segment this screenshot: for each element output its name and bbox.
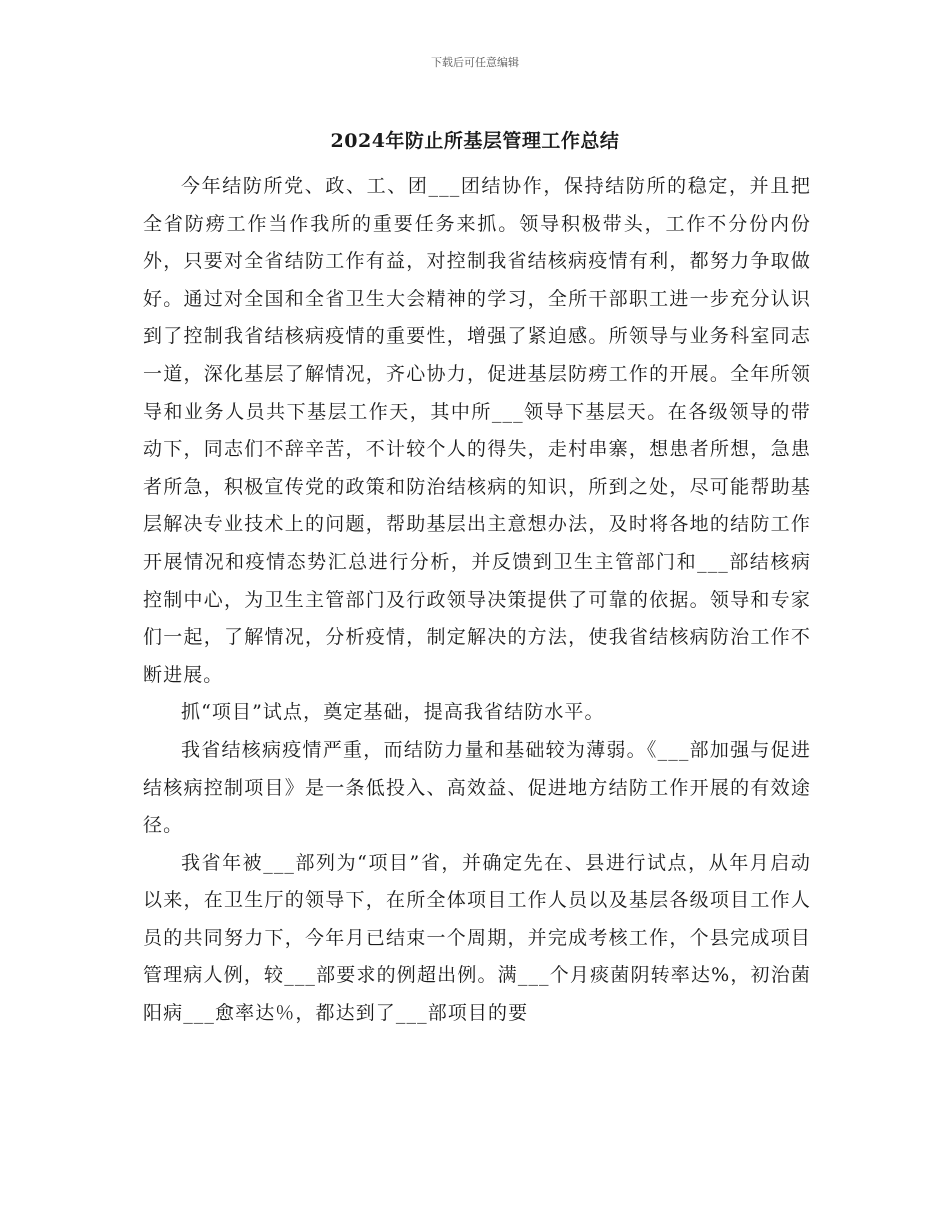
- paragraph-2: 抓“项目”试点，奠定基础，提高我省结防水平。: [181, 701, 605, 724]
- paragraph-3: 我省结核病疫情严重，而结防力量和基础较为薄弱。《___部加强与促进结核病控制项目》是一条低投入、高效益、促进地方结防工作开展的有效途径。: [143, 738, 811, 837]
- paragraph-4: 我省年被___部列为“项目”省，并确定先在、县进行试点，从年月启动以来，在卫生厅的领导下，在所全体项目工作人员以及基层各级项目工作人员的共同努力下，今年月已结束一个周期，并完成考核工作，个县完成项目管理病人例，较___部要求的例超出例。满___个月痰菌阴转率达%，初治菌阳病___愈率达％，都达到了___部项目的要: [143, 851, 811, 1025]
- document-body: [143, 168, 811, 1033]
- document-title: 2024年防止所基层管理工作总结: [330, 130, 620, 152]
- paragraph-1: 今年结防所党、政、工、团___团结协作，保持结防所的稳定，并且把全省防痨工作当作我所的重要任务来抓。领导积极带头，工作不分份内份外，只要对全省结防工作有益，对控制我省结核病疫情有利，都努力争取做好。通过对全国和全省卫生大会精神的学习，全所干部职工进一步充分认识到了控制我省结核病疫情的重要性，增强了紧迫感。所领导与业务科室同志一道，深化基层了解情况，齐心协力，促进基层防痨工作的开展。全年所领导和业务人员共下基层工作天，其中所___领导下基层天。在各级领导的带动下，同志们不辞辛苦，不计较个人的得失，走村串寨，想患者所想，急患者所急，积极宣传党的政策和防治结核病的知识，所到之处，尽可能帮助基层解决专业技术上的问题，帮助基层出主意想办法，及时将各地的结防工作开展情况和疫情态势汇总进行分析，并反馈到卫生主管部门和___部结核病控制中心，为卫生主管部门及行政领导决策提供了可靠的依据。领导和专家们一起，了解情况，分析疫情，制定解决的方法，使我省结核病防治工作不断进展。: [143, 175, 811, 686]
- header-note: 下载后可任意编辑: [431, 56, 519, 69]
